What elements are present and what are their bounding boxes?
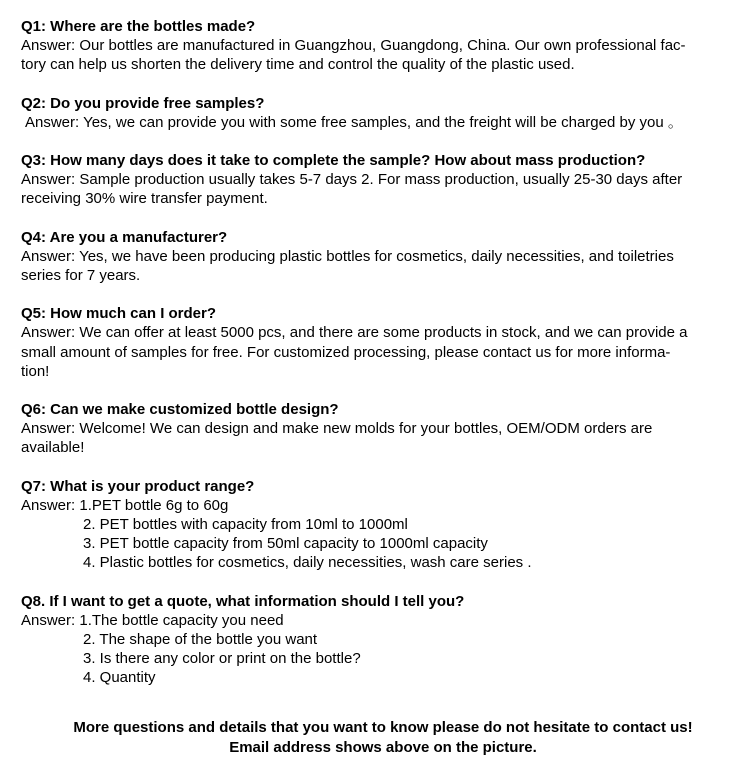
- faq-item-q3: [21, 151, 737, 209]
- list-item: 3. Is there any color or print on the bottle?: [83, 650, 361, 668]
- question: Q2: Do you provide free samples?: [21, 94, 265, 112]
- faq-item-q8: [21, 592, 737, 688]
- answer-line: Answer: Yes, we can provide you with some free samples, and the freight will be charged by you 。: [25, 113, 683, 131]
- question: Q8. If I want to get a quote, what information should I tell you?: [21, 592, 465, 610]
- faq-item-q7: [21, 477, 737, 573]
- answer-line: small amount of samples for free. For customized processing, please contact us for more informa-: [21, 343, 671, 361]
- answer-line: available!: [21, 439, 85, 457]
- list-item: 4. Plastic bottles for cosmetics, daily necessities, wash care series .: [83, 554, 532, 572]
- list-item: 2. PET bottles with capacity from 10ml to 1000ml: [83, 516, 408, 534]
- answer-line: Answer: 1.The bottle capacity you need: [21, 611, 284, 629]
- contact-footer: [0, 718, 750, 757]
- faq-item-q6: [21, 400, 737, 458]
- faq-item-q5: [21, 304, 737, 381]
- faq-item-q2: [21, 94, 737, 132]
- answer-line: receiving 30% wire transfer payment.: [21, 190, 268, 208]
- list-item: 4. Quantity: [83, 669, 156, 687]
- answer-line: Answer: Sample production usually takes 5-7 days 2. For mass production, usually 25-30 days after: [21, 171, 683, 189]
- answer-line: Answer: 1.PET bottle 6g to 60g: [21, 496, 229, 514]
- footer-line-email: Email address shows above on the picture.: [229, 738, 537, 756]
- answer-line: Answer: Yes, we have been producing plastic bottles for cosmetics, daily necessities, and toiletries: [21, 247, 674, 265]
- answer-line: Answer: Our bottles are manufactured in Guangzhou, Guangdong, China. Our own professional fac-: [21, 37, 686, 55]
- faq-item-q4: [21, 228, 737, 286]
- faq-item-q1: [21, 17, 737, 75]
- list-item: 3. PET bottle capacity from 50ml capacity to 1000ml capacity: [83, 535, 488, 553]
- answer-line: tory can help us shorten the delivery time and control the quality of the plastic used.: [21, 56, 575, 74]
- faq-list: [21, 17, 737, 707]
- question: Q5: How much can I order?: [21, 305, 217, 323]
- question: Q4: Are you a manufacturer?: [21, 228, 228, 246]
- answer-line: series for 7 years.: [21, 267, 141, 285]
- answer-line: tion!: [21, 362, 50, 380]
- question: Q3: How many days does it take to complete the sample? How about mass production?: [21, 152, 646, 170]
- footer-line-contact: More questions and details that you want to know please do not hesitate to contact us!: [73, 719, 693, 736]
- question: Q1: Where are the bottles made?: [21, 18, 256, 35]
- answer-line: Answer: We can offer at least 5000 pcs, and there are some products in stock, and we can provide a: [21, 324, 688, 342]
- list-item: 2. The shape of the bottle you want: [83, 631, 318, 649]
- question: Q7: What is your product range?: [21, 477, 255, 495]
- question: Q6: Can we make customized bottle design?: [21, 401, 339, 419]
- answer-line: Answer: Welcome! We can design and make new molds for your bottles, OEM/ODM orders are: [21, 420, 653, 438]
